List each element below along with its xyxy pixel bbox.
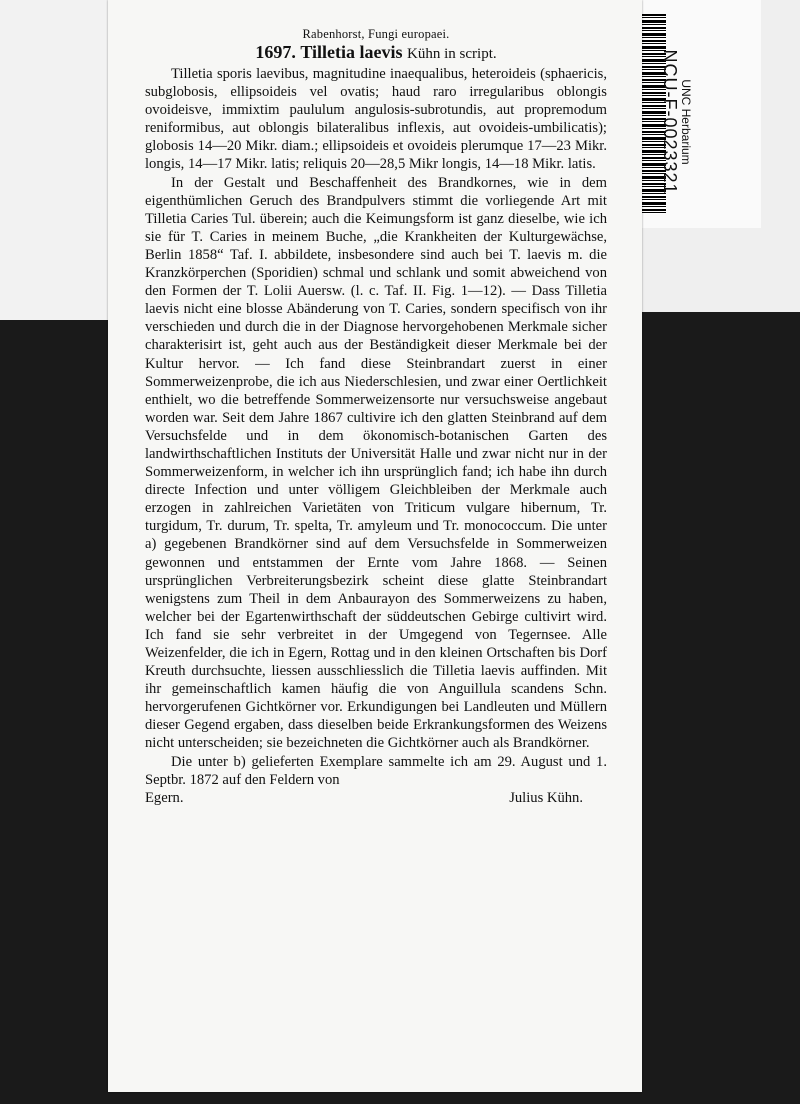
background-paper-left [0,0,112,320]
collection-place: Egern. [145,789,184,806]
herbarium-catalog-id: NCU-F-0023321 [660,49,680,195]
label-text [145,26,607,807]
collector-signature: Julius Kühn. [509,789,583,806]
collection-paragraph: Die unter b) gelieferten Exemplare sammelte ich am 29. August und 1. Septbr. 1872 auf den Feldern von [145,753,607,788]
diagnosis-paragraph: Tilletia sporis laevibus, magnitudine inaequalibus, heteroideis (sphaericis, subglobosis, ellipsoideis vel ovatis; haud raro irregularibus oblongis ovoideisve, immixtim paululum angulosis-subrotundis, aut propremodum reniformibus, aut oblongis bilateralibus inflexis, aut ovoideis-umbilicatis); globosis 14—20 Mikr. diam.; ellipsoideis et ovoideis plerumque 17—23 Mikr. longis, 14—17 Mikr. latis; reliquis 20—28,5 Mikr longis, 14—18 Mikr. latis. [145,66,607,173]
species-name: Tilletia laevis [300,42,403,62]
herbarium-label [660,49,692,194]
signature-row [145,789,607,807]
exsiccata-number: 1697. [255,42,296,62]
exsiccata-source: Rabenhorst, Fungi europaei. [302,27,450,41]
herbarium-title: UNC Herbarium [679,79,693,165]
species-author: Kühn in script. [407,46,497,62]
species-heading [145,43,607,64]
discussion-paragraph: In der Gestalt und Beschaffenheit des Brandkornes, wie in dem eigenthümlichen Geruch des Brandpulvers stimmt die vorliegende Art mit Tilletia Caries Tul. überein; auch die Keimungsform ist ganz dieselbe, wie ich sie für T. Caries in meinem Buche, „die Krankheiten der Kulturgewächse, Berlin 1858“ Taf. I. abbildete, insbesondere sind auch bei T. laevis m. die Kranzkörperchen (Sporidien) schmal und schlank und somit abweichend von den Formen der T. Lolii Auersw. (l. c. Taf. II. Fig. 1—12). — Dass Tilletia laevis nicht eine blosse Abänderung von T. Caries, sondern specifisch von ihr verschieden und durch die in der Diagnose hervorgehobenen Merkmale sicher charakterisirt ist, geht auch aus der Beständigkeit dieser Merkmale bei der Kultur hervor. — Ich fand diese Steinbrandart zuerst in einer Sommerweizenprobe, die ich aus Niederschlesien, und zwar einer Oertlichkeit enthielt, wo die betreffende Sommerweizensorte nur versuchsweise angebaut worden war. Seit dem Jahre 1867 cultivire ich den glatten Steinbrand auf dem Versuchsfelde und in dem ökonomisch-botanischen Garten des landwirthschaftlichen Instituts der Universität Halle und zwar nicht nur in der Sommerweizenform, in welcher ich ihn ursprünglich fand; ich habe ihn durch directe Infection und unter völligem Gleichbleiben der Merkmale auch erzogen in zahlreichen Varietäten von Triticum vulgare hibernum, Tr. turgidum, Tr. durum, Tr. spelta, Tr. amyleum und Tr. monococcum. Die unter a) gegebenen Brandkörner sind auf dem Versuchsfelde in Sommerweizen gewonnen und entstammen der Ernte vom Jahre 1868. — Seinen ursprünglichen Verbreiterungsbezirk scheint diese glatte Steinbrandart wenigstens zum Theil in dem Anbaurayon des Sommerweizens zu haben, welcher bei der Egartenwirthschaft der süddeutschen Gebirge cultivirt wird. Ich fand sie sehr verbreitet in der Umgegend von Tegernsee. Alle Weizenfelder, die ich in Egern, Rottag und in den kleinen Ortschaften bis Dorf Kreuth durchsuchte, liessen ausschliesslich die Tilletia laevis auffinden. Mit ihr gemeinschaftlich kamen häufig die von Anguillula scandens Schn. hervorgerufenen Gichtkörner vor. Erkundigungen bei Landleuten und Müllern dieser Gegend ergaben, dass dieselben beide Erkrankungsformen des Weizens nicht unterscheiden; sie bezeichneten die Gichtkörner auch als Brandkörner. [145,174,607,752]
